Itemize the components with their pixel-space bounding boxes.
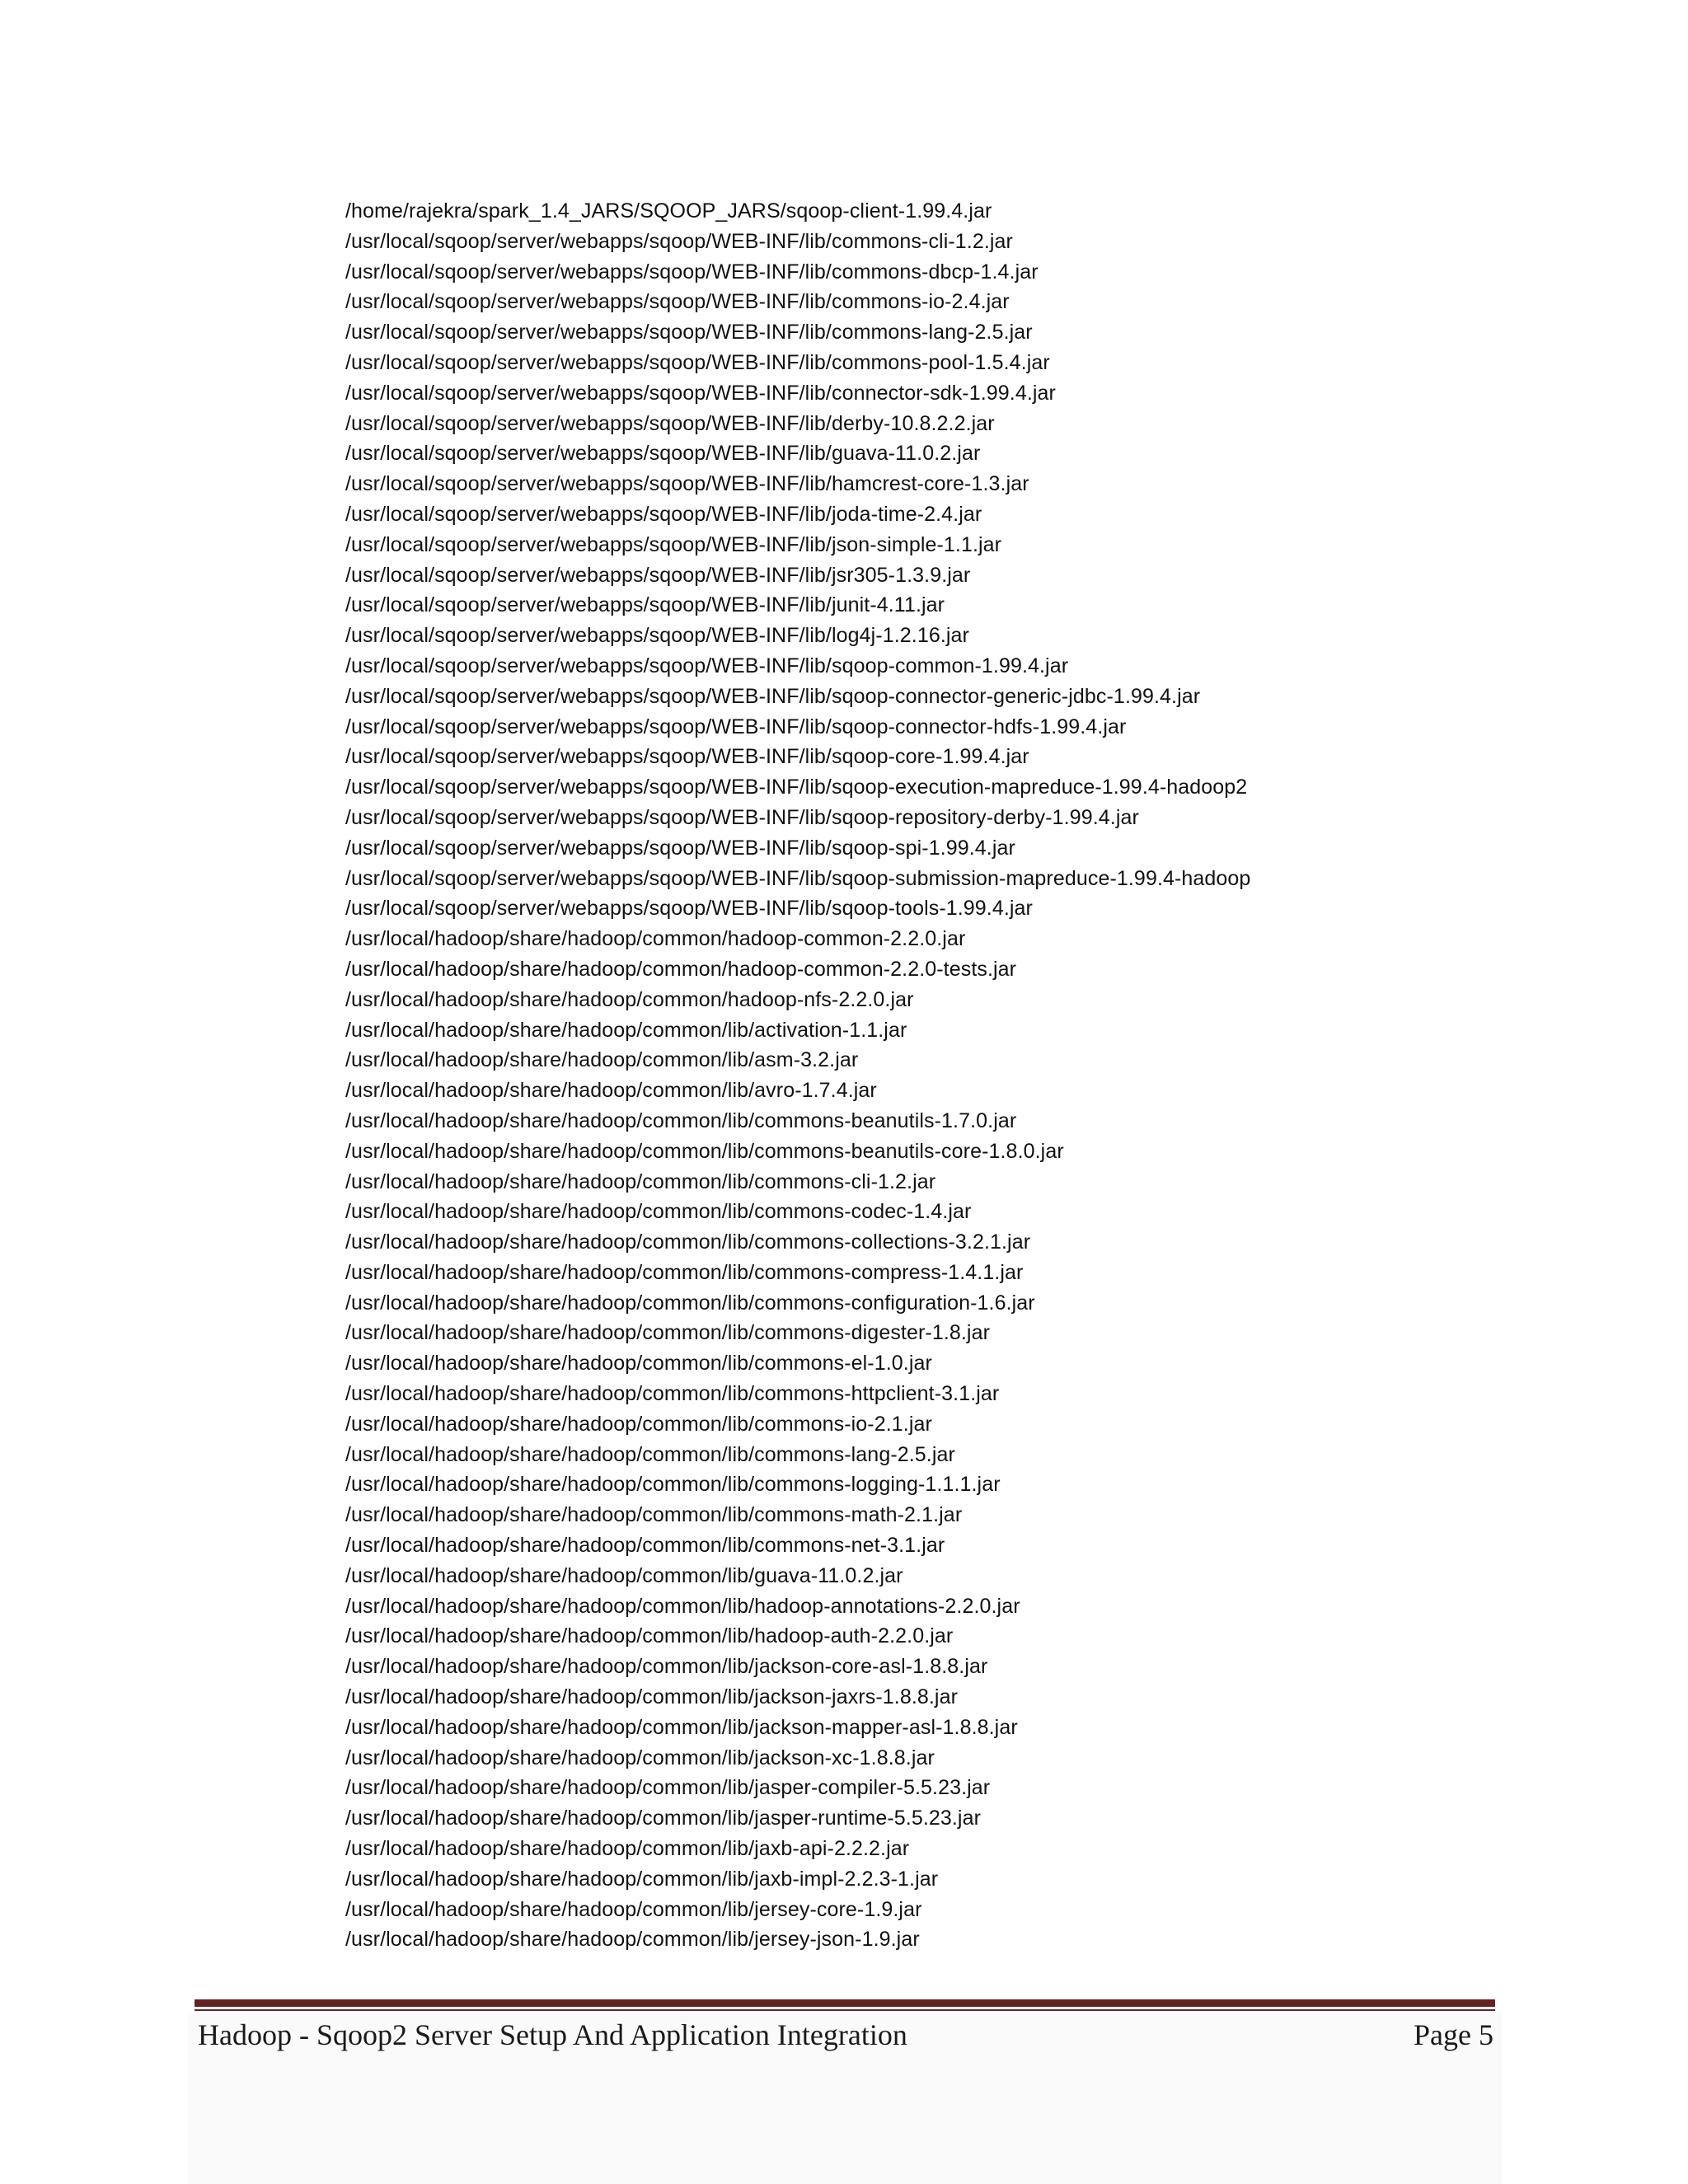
classpath-line: /usr/local/hadoop/share/hadoop/common/lib/jasper-compiler-5.5.23.jar <box>345 1776 991 1800</box>
classpath-line: /usr/local/sqoop/server/webapps/sqoop/WEB-INF/lib/commons-lang-2.5.jar <box>345 321 1033 344</box>
classpath-line: /usr/local/hadoop/share/hadoop/common/lib/commons-codec-1.4.jar <box>345 1200 972 1224</box>
classpath-line: /usr/local/hadoop/share/hadoop/common/lib/jackson-core-asl-1.8.8.jar <box>345 1655 988 1679</box>
page-number: Page 5 <box>1414 2018 1493 2051</box>
classpath-line: /usr/local/sqoop/server/webapps/sqoop/WEB-INF/lib/sqoop-repository-derby-1.99.4.jar <box>345 805 1139 829</box>
classpath-line: /usr/local/hadoop/share/hadoop/common/lib/commons-lang-2.5.jar <box>345 1442 955 1466</box>
classpath-line: /usr/local/hadoop/share/hadoop/common/hadoop-common-2.2.0-tests.jar <box>345 957 1017 981</box>
classpath-line: /usr/local/sqoop/server/webapps/sqoop/WEB-INF/lib/json-simple-1.1.jar <box>345 532 1002 556</box>
classpath-line: /usr/local/hadoop/share/hadoop/common/lib/commons-net-3.1.jar <box>345 1534 945 1558</box>
footer-title: Hadoop - Sqoop2 Server Setup And Application Integration <box>198 2018 907 2051</box>
classpath-line: /usr/local/hadoop/share/hadoop/common/lib/jaxb-api-2.2.2.jar <box>345 1837 910 1861</box>
classpath-line: /usr/local/hadoop/share/hadoop/common/lib/hadoop-annotations-2.2.0.jar <box>345 1594 1020 1618</box>
classpath-line: /usr/local/sqoop/server/webapps/sqoop/WEB-INF/lib/sqoop-connector-generic-jdbc-1.99.4.jar <box>345 684 1201 708</box>
classpath-line: /usr/local/sqoop/server/webapps/sqoop/WEB-INF/lib/sqoop-submission-mapreduce-1.99.4-hadoop <box>345 866 1251 890</box>
classpath-line: /usr/local/hadoop/share/hadoop/common/lib/asm-3.2.jar <box>345 1048 859 1072</box>
classpath-line: /usr/local/hadoop/share/hadoop/common/lib/jersey-json-1.9.jar <box>345 1928 920 1952</box>
classpath-line: /usr/local/sqoop/server/webapps/sqoop/WEB-INF/lib/derby-10.8.2.2.jar <box>345 411 995 435</box>
classpath-line: /usr/local/hadoop/share/hadoop/common/lib/commons-logging-1.1.1.jar <box>345 1473 1001 1497</box>
classpath-line: /usr/local/sqoop/server/webapps/sqoop/WEB-INF/lib/connector-sdk-1.99.4.jar <box>345 381 1056 405</box>
classpath-line: /usr/local/hadoop/share/hadoop/common/lib/commons-el-1.0.jar <box>345 1352 932 1376</box>
classpath-line: /usr/local/sqoop/server/webapps/sqoop/WEB-INF/lib/junit-4.11.jar <box>345 593 945 617</box>
classpath-line: /usr/local/sqoop/server/webapps/sqoop/WEB-INF/lib/sqoop-connector-hdfs-1.99.4.jar <box>345 715 1127 738</box>
classpath-line: /usr/local/hadoop/share/hadoop/common/lib/commons-beanutils-core-1.8.0.jar <box>345 1139 1064 1163</box>
classpath-line: /usr/local/hadoop/share/hadoop/common/lib/commons-digester-1.8.jar <box>345 1321 991 1345</box>
classpath-line: /usr/local/hadoop/share/hadoop/common/lib/commons-collections-3.2.1.jar <box>345 1230 1031 1254</box>
classpath-line: /usr/local/sqoop/server/webapps/sqoop/WEB-INF/lib/sqoop-common-1.99.4.jar <box>345 654 1069 677</box>
classpath-line: /usr/local/hadoop/share/hadoop/common/lib/activation-1.1.jar <box>345 1018 907 1042</box>
classpath-line: /usr/local/hadoop/share/hadoop/common/lib/jackson-xc-1.8.8.jar <box>345 1746 935 1769</box>
classpath-line: /usr/local/sqoop/server/webapps/sqoop/WEB-INF/lib/sqoop-execution-mapreduce-1.99.4-hadoop2 <box>345 776 1248 799</box>
classpath-line: /usr/local/hadoop/share/hadoop/common/lib/jasper-runtime-5.5.23.jar <box>345 1807 982 1830</box>
classpath-line: /usr/local/sqoop/server/webapps/sqoop/WEB-INF/lib/commons-cli-1.2.jar <box>345 229 1013 253</box>
classpath-line: /usr/local/sqoop/server/webapps/sqoop/WEB-INF/lib/sqoop-spi-1.99.4.jar <box>345 836 1015 860</box>
classpath-line: /usr/local/sqoop/server/webapps/sqoop/WEB-INF/lib/joda-time-2.4.jar <box>345 502 982 526</box>
classpath-line: /usr/local/hadoop/share/hadoop/common/lib/hadoop-auth-2.2.0.jar <box>345 1624 954 1648</box>
classpath-line: /usr/local/hadoop/share/hadoop/common/lib/commons-configuration-1.6.jar <box>345 1291 1035 1315</box>
classpath-line: /usr/local/sqoop/server/webapps/sqoop/WEB-INF/lib/sqoop-tools-1.99.4.jar <box>345 897 1033 921</box>
classpath-line: /usr/local/hadoop/share/hadoop/common/lib/commons-io-2.1.jar <box>345 1412 932 1436</box>
classpath-line: /usr/local/hadoop/share/hadoop/common/lib/guava-11.0.2.jar <box>345 1563 903 1587</box>
classpath-line: /usr/local/sqoop/server/webapps/sqoop/WEB-INF/lib/commons-io-2.4.jar <box>345 290 1010 314</box>
classpath-line: /usr/local/sqoop/server/webapps/sqoop/WEB-INF/lib/hamcrest-core-1.3.jar <box>345 472 1029 496</box>
classpath-line: /usr/local/sqoop/server/webapps/sqoop/WEB-INF/lib/jsr305-1.3.9.jar <box>345 563 971 587</box>
classpath-line: /usr/local/hadoop/share/hadoop/common/lib/jackson-mapper-asl-1.8.8.jar <box>345 1715 1018 1739</box>
classpath-line: /usr/local/hadoop/share/hadoop/common/lib/commons-math-2.1.jar <box>345 1503 963 1527</box>
classpath-line: /usr/local/hadoop/share/hadoop/common/lib/commons-cli-1.2.jar <box>345 1169 936 1193</box>
classpath-line: /usr/local/sqoop/server/webapps/sqoop/WEB-INF/lib/commons-pool-1.5.4.jar <box>345 350 1050 374</box>
footer-rule-secondary <box>195 2009 1495 2011</box>
classpath-line: /home/rajekra/spark_1.4_JARS/SQOOP_JARS/sqoop-client-1.99.4.jar <box>345 199 992 223</box>
classpath-line: /usr/local/sqoop/server/webapps/sqoop/WEB-INF/lib/sqoop-core-1.99.4.jar <box>345 745 1029 769</box>
classpath-line: /usr/local/hadoop/share/hadoop/common/hadoop-common-2.2.0.jar <box>345 927 966 951</box>
footer-rule <box>195 1999 1495 2007</box>
classpath-line: /usr/local/hadoop/share/hadoop/common/lib/jaxb-impl-2.2.3-1.jar <box>345 1867 939 1891</box>
classpath-line: /usr/local/sqoop/server/webapps/sqoop/WEB-INF/lib/guava-11.0.2.jar <box>345 442 981 466</box>
classpath-line: /usr/local/hadoop/share/hadoop/common/lib/avro-1.7.4.jar <box>345 1079 877 1103</box>
classpath-list <box>345 196 1499 1955</box>
classpath-line: /usr/local/hadoop/share/hadoop/common/lib/commons-beanutils-1.7.0.jar <box>345 1108 1017 1132</box>
classpath-line: /usr/local/hadoop/share/hadoop/common/hadoop-nfs-2.2.0.jar <box>345 987 914 1011</box>
classpath-line: /usr/local/hadoop/share/hadoop/common/lib/commons-httpclient-3.1.jar <box>345 1382 1000 1406</box>
classpath-line: /usr/local/sqoop/server/webapps/sqoop/WEB-INF/lib/log4j-1.2.16.jar <box>345 624 969 648</box>
classpath-line: /usr/local/sqoop/server/webapps/sqoop/WEB-INF/lib/commons-dbcp-1.4.jar <box>345 260 1039 284</box>
classpath-line: /usr/local/hadoop/share/hadoop/common/lib/jersey-core-1.9.jar <box>345 1897 922 1921</box>
classpath-line: /usr/local/hadoop/share/hadoop/common/lib/jackson-jaxrs-1.8.8.jar <box>345 1685 958 1709</box>
classpath-line: /usr/local/hadoop/share/hadoop/common/lib/commons-compress-1.4.1.jar <box>345 1260 1024 1284</box>
